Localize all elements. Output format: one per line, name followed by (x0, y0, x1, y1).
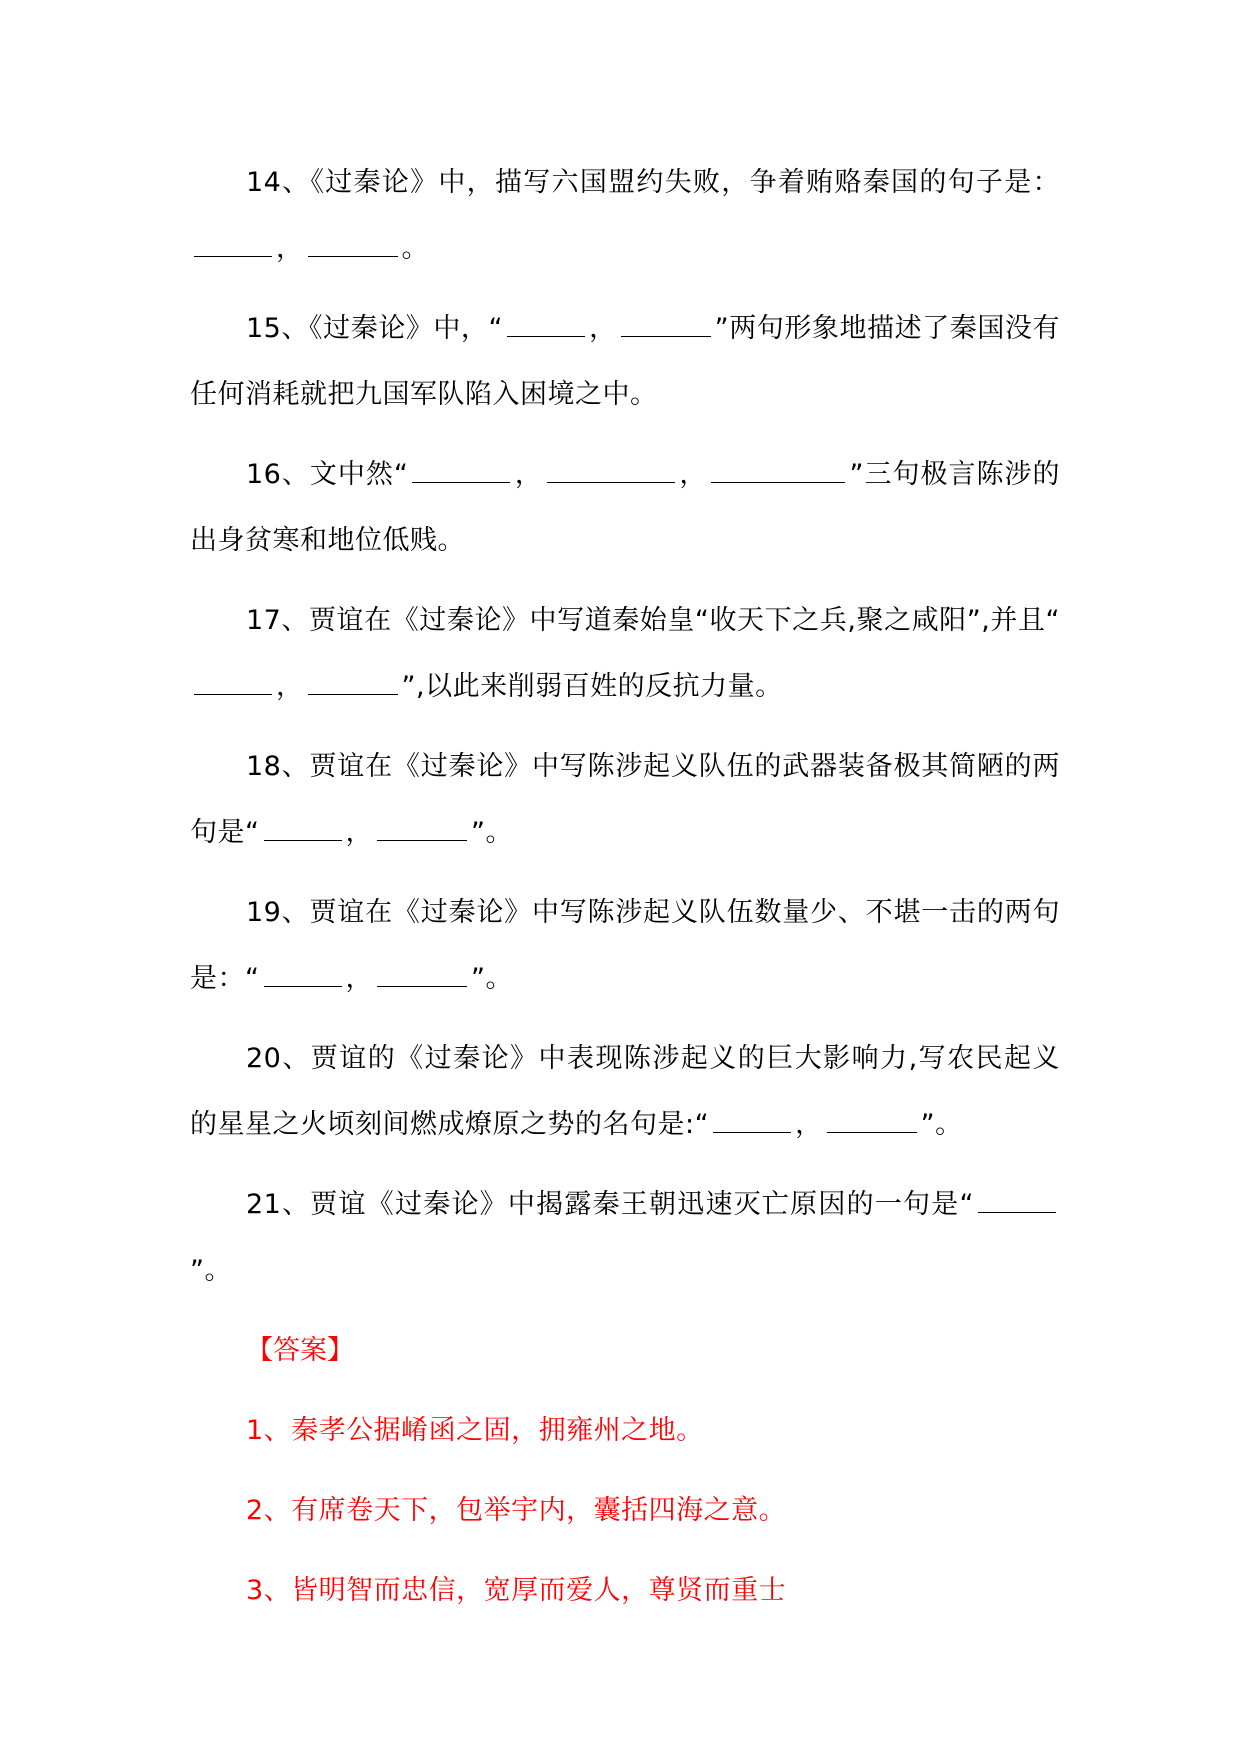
document-page (190, 150, 1060, 1638)
question-text: ”,以此来削弱百姓的反抗力量。 (401, 671, 783, 702)
blank-line (412, 460, 510, 483)
question-text: 20、贾谊的《过秦论》中表现陈涉起义的巨大影响力,写农民起义的星星之火顷刻间燃成燎原之势的名句是:“ (190, 1043, 1060, 1140)
blank-line (827, 1110, 917, 1133)
blank-line (621, 314, 711, 337)
question-text: 15、《过秦论》中，“ (246, 313, 503, 344)
blank-line (377, 964, 467, 987)
question-21 (190, 1172, 1060, 1304)
blank-line (308, 234, 398, 257)
question-text: ”。 (471, 817, 513, 848)
blank-line (308, 672, 398, 695)
question-text: ”。 (920, 1109, 963, 1140)
question-text: 19、贾谊在《过秦论》中写陈涉起义队伍数量少、不堪一击的两句是：“ (190, 897, 1060, 994)
question-18 (190, 734, 1060, 866)
question-20 (190, 1026, 1060, 1158)
question-text: ”。 (471, 963, 513, 994)
question-text: 。 (401, 233, 429, 264)
question-19 (190, 880, 1060, 1012)
blank-line (194, 234, 272, 257)
question-text: 17、贾谊在《过秦论》中写道秦始皇“收天下之兵,聚之咸阳”,并且“ (246, 605, 1060, 636)
separator: ， (678, 459, 708, 490)
separator: ， (276, 233, 304, 264)
question-text: ”三句极言陈涉的出身贫寒和地位低贱。 (190, 459, 1061, 556)
question-text: 18、贾谊在《过秦论》中写陈涉起义队伍的武器装备极其简陋的两句是“ (190, 751, 1060, 848)
separator: ， (514, 459, 543, 490)
blank-line (264, 818, 342, 841)
question-16 (190, 442, 1060, 574)
blank-line (507, 314, 585, 337)
blank-line (978, 1190, 1056, 1213)
question-text: 14、《过秦论》中，描写六国盟约失败，争着贿赂秦国的句子是： (246, 167, 1060, 198)
blank-line (264, 964, 342, 987)
blank-line (711, 460, 845, 483)
answer-item: 3、皆明智而忠信，宽厚而爱人，尊贤而重士 (246, 1575, 787, 1606)
separator: ， (345, 817, 373, 848)
question-text: 16、文中然“ (246, 459, 409, 490)
answer-item: 2、有席卷天下，包举宇内，囊括四海之意。 (246, 1495, 787, 1526)
blank-line (547, 460, 675, 483)
question-text: ”。 (190, 1255, 232, 1286)
blank-line (377, 818, 467, 841)
answer-item: 1、秦孝公据崤函之固，拥雍州之地。 (246, 1415, 704, 1446)
blank-line (194, 672, 272, 695)
question-14 (190, 150, 1060, 282)
question-text: 21、贾谊《过秦论》中揭露秦王朝迅速灭亡原因的一句是“ (246, 1189, 974, 1220)
separator: ， (589, 313, 617, 344)
question-17 (190, 588, 1060, 720)
separator: ， (345, 963, 373, 994)
blank-line (713, 1110, 791, 1133)
separator: ， (795, 1109, 823, 1140)
question-15 (190, 296, 1060, 428)
question-text: ”两句形象地描述了秦国没有任何消耗就把九国军队陷入困境之中。 (190, 313, 1060, 410)
answers-heading: 【答案】 (246, 1335, 354, 1366)
separator: ， (276, 671, 304, 702)
